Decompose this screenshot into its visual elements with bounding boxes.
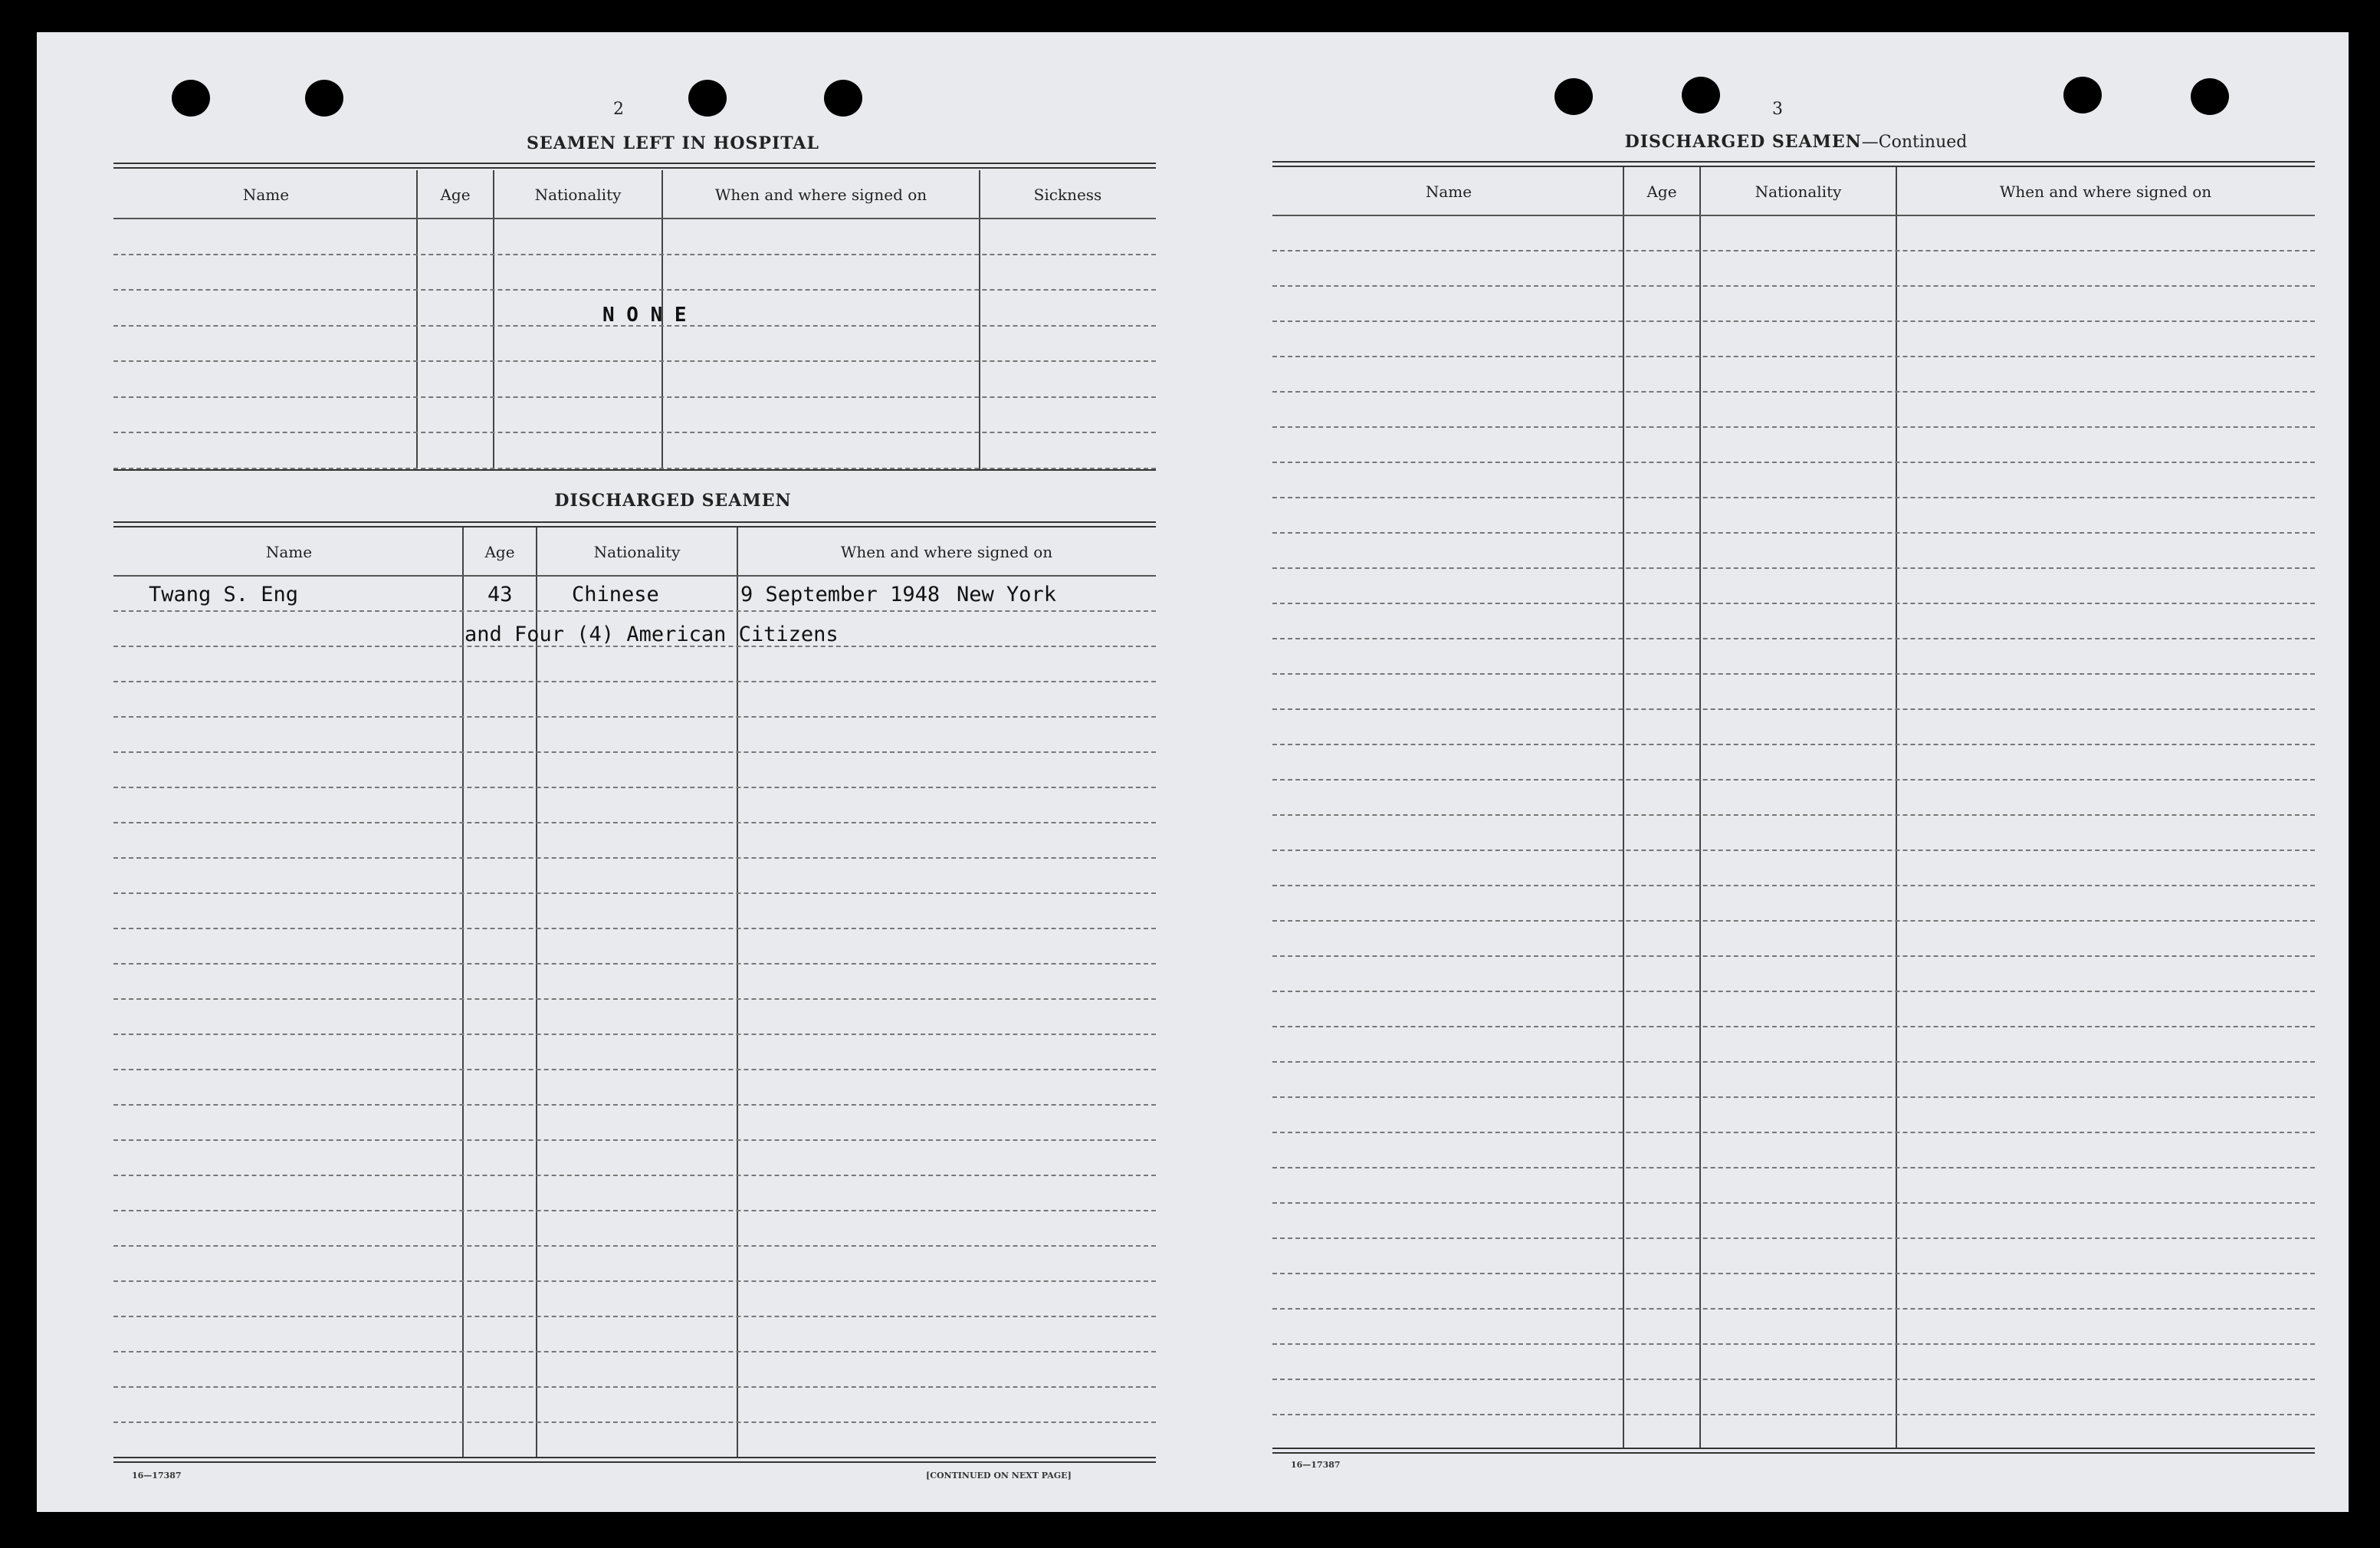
- ruled-line: [1272, 955, 2315, 957]
- column-divider: [493, 170, 494, 469]
- ruled-line: [113, 1210, 1156, 1211]
- ruled-line: [113, 1034, 1156, 1035]
- punch-hole: [1554, 78, 1593, 115]
- ruled-line: [113, 928, 1156, 929]
- ruled-line: [1272, 1414, 2315, 1415]
- ruled-line: [113, 857, 1156, 859]
- punch-hole: [2063, 77, 2102, 113]
- ruled-line: [113, 254, 1156, 255]
- discharged-header-signed-on: When and where signed on: [840, 543, 1053, 561]
- column-divider: [416, 170, 418, 469]
- discharged-row-nationality: Chinese: [572, 583, 659, 606]
- ruled-line: [1272, 532, 2315, 534]
- left-bottom-rule: [113, 1461, 1156, 1463]
- ruled-line: [113, 468, 1156, 469]
- ruled-line: [1272, 1308, 2315, 1310]
- ruled-line: [1272, 1167, 2315, 1168]
- form-number-left: 16—17387: [132, 1471, 182, 1481]
- ruled-line: [113, 1245, 1156, 1247]
- ruled-line: [1272, 215, 2315, 216]
- ruled-line: [113, 1175, 1156, 1176]
- ruled-line: [113, 396, 1156, 398]
- discharged-row-age: 43: [487, 583, 513, 606]
- ruled-line: [1272, 1061, 2315, 1063]
- ruled-line: [1272, 567, 2315, 569]
- discharged-header-nationality: Nationality: [593, 543, 681, 561]
- column-divider: [1699, 167, 1701, 1449]
- ruled-line: [1272, 497, 2315, 498]
- form-number-right: 16—17387: [1291, 1460, 1341, 1470]
- ruled-line: [1272, 708, 2315, 710]
- ruled-line: [1272, 779, 2315, 781]
- ruled-line: [1272, 885, 2315, 886]
- column-divider: [536, 528, 537, 1458]
- ruled-line: [113, 822, 1156, 823]
- ruled-line: [1272, 250, 2315, 251]
- ruled-line: [113, 998, 1156, 1000]
- right-header-age: Age: [1646, 182, 1677, 201]
- ruled-line: [1272, 426, 2315, 428]
- hospital-top-rule: [113, 163, 1156, 164]
- ruled-line: [1272, 991, 2315, 992]
- ruled-line: [1272, 638, 2315, 639]
- column-divider: [737, 528, 738, 1458]
- form-sheet: [37, 32, 2349, 1512]
- ruled-line: [1272, 1202, 2315, 1204]
- ruled-line: [113, 681, 1156, 682]
- continued-note: [CONTINUED ON NEXT PAGE]: [926, 1471, 1072, 1481]
- ruled-line: [1272, 603, 2315, 604]
- right-title-main: DISCHARGED SEAMEN: [1624, 132, 1862, 152]
- punch-hole: [824, 80, 862, 117]
- discharged-header-age: Age: [484, 543, 515, 561]
- ruled-line: [113, 1421, 1156, 1423]
- right-header-name: Name: [1425, 182, 1472, 201]
- column-divider: [462, 528, 464, 1458]
- ruled-line: [113, 751, 1156, 753]
- hospital-top-rule: [113, 167, 1156, 169]
- ruled-line: [1272, 1379, 2315, 1380]
- ruled-line: [113, 1139, 1156, 1141]
- right-top-rule: [1272, 161, 2315, 163]
- hospital-header-signed-on: When and where signed on: [714, 186, 927, 204]
- ruled-line: [113, 289, 1156, 291]
- ruled-line: [113, 1351, 1156, 1352]
- right-top-rule: [1272, 166, 2315, 167]
- discharged-top-rule: [113, 521, 1156, 523]
- ruled-line: [1272, 1237, 2315, 1239]
- page-number-left: 2: [613, 100, 624, 119]
- punch-hole: [1682, 77, 1720, 113]
- hospital-header-age: Age: [440, 186, 471, 204]
- punch-hole: [2191, 78, 2229, 115]
- ruled-line: [113, 646, 1156, 647]
- ruled-line: [113, 325, 1156, 327]
- right-header-signed-on: When and where signed on: [1999, 182, 2212, 201]
- hospital-header-sickness: Sickness: [1033, 186, 1102, 204]
- right-bottom-rule: [1272, 1452, 2315, 1454]
- ruled-line: [1272, 356, 2315, 357]
- ruled-line: [113, 963, 1156, 965]
- ruled-line: [113, 575, 1156, 577]
- ruled-line: [1272, 1132, 2315, 1133]
- hospital-header-name: Name: [242, 186, 290, 204]
- discharged-section-title: DISCHARGED SEAMEN: [554, 491, 792, 511]
- discharged-row-name: Twang S. Eng: [149, 583, 299, 606]
- punch-hole: [172, 80, 210, 117]
- column-divider: [979, 170, 980, 469]
- discharged-note: and Four (4) American Citizens: [465, 623, 839, 646]
- hospital-none-entry: N O N E: [602, 304, 687, 327]
- hospital-bottom-rule: [113, 469, 1156, 471]
- page-number-right: 3: [1772, 100, 1783, 119]
- ruled-line: [1272, 1026, 2315, 1027]
- hospital-section-title: SEAMEN LEFT IN HOSPITAL: [527, 133, 819, 153]
- discharged-row-date: 9 September 1948: [740, 583, 941, 606]
- ruled-line: [1272, 814, 2315, 816]
- ruled-line: [1272, 1096, 2315, 1098]
- ruled-line: [113, 610, 1156, 612]
- ruled-line: [113, 1280, 1156, 1282]
- right-section-title: [1279, 132, 2313, 152]
- discharged-header-name: Name: [265, 543, 313, 561]
- left-bottom-rule: [113, 1457, 1156, 1458]
- ruled-line: [1272, 462, 2315, 463]
- ruled-line: [113, 432, 1156, 433]
- ruled-line: [1272, 920, 2315, 922]
- right-bottom-rule: [1272, 1448, 2315, 1449]
- ruled-line: [113, 1386, 1156, 1388]
- hospital-header-nationality: Nationality: [534, 186, 622, 204]
- ruled-line: [1272, 320, 2315, 322]
- punch-hole: [688, 80, 727, 117]
- right-title-suffix: —Continued: [1861, 133, 1968, 152]
- right-header-nationality: Nationality: [1755, 182, 1842, 201]
- ruled-line: [113, 1069, 1156, 1070]
- punch-hole: [305, 80, 343, 117]
- ruled-line: [113, 716, 1156, 718]
- column-divider: [1896, 167, 1897, 1449]
- ruled-line: [1272, 673, 2315, 675]
- ruled-line: [1272, 391, 2315, 393]
- ruled-line: [113, 218, 1156, 219]
- ruled-line: [1272, 285, 2315, 287]
- discharged-top-rule: [113, 526, 1156, 528]
- ruled-line: [113, 787, 1156, 788]
- ruled-line: [1272, 1273, 2315, 1274]
- ruled-line: [1272, 744, 2315, 745]
- ruled-line: [113, 1316, 1156, 1317]
- column-divider: [1623, 167, 1624, 1449]
- ruled-line: [1272, 1343, 2315, 1345]
- ruled-line: [113, 892, 1156, 894]
- ruled-line: [113, 360, 1156, 362]
- ruled-line: [113, 1104, 1156, 1106]
- discharged-row-place: New York: [957, 583, 1057, 606]
- ruled-line: [1272, 850, 2315, 851]
